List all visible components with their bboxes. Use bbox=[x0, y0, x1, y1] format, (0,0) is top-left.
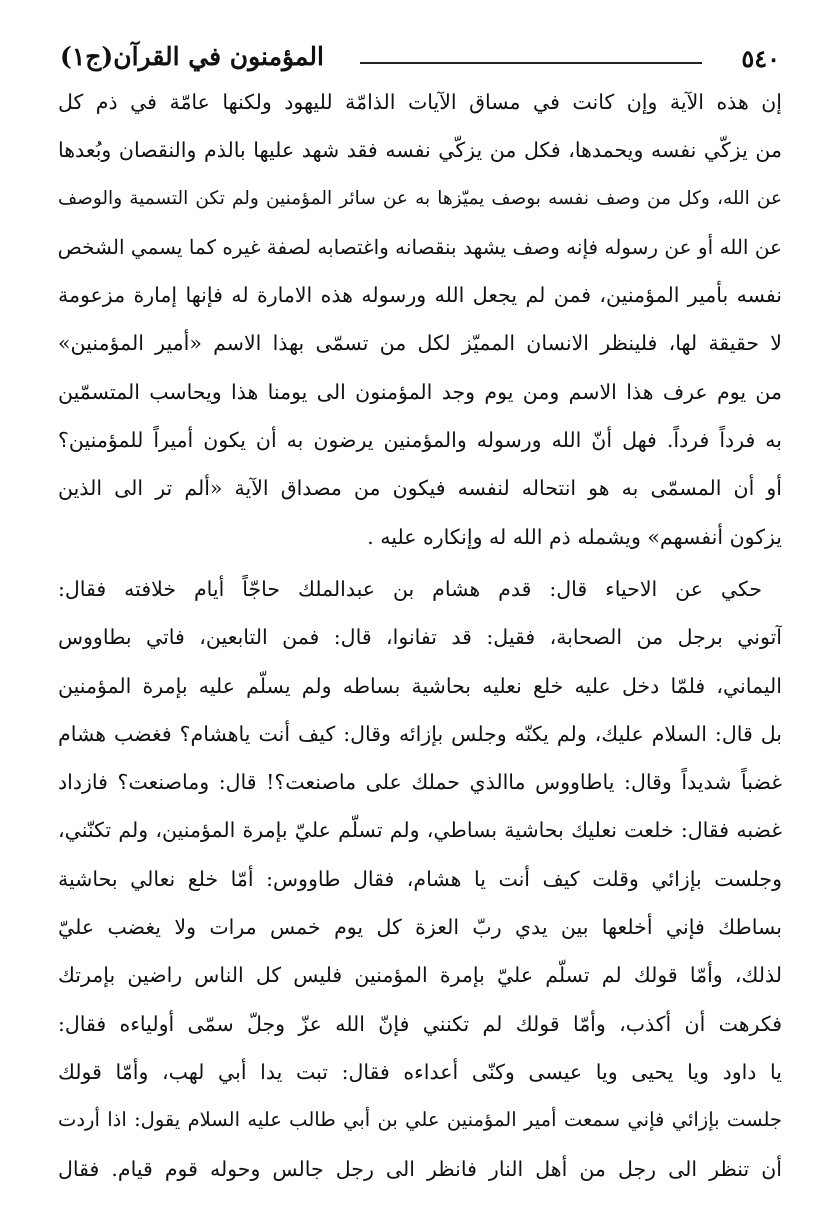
text-line: إن هذه الآية وإن كانت في مساق الآيات الذامّة لليهود ولكنها عامّة في ذم كل bbox=[58, 90, 782, 114]
text-line: اليماني، فلمّا دخل عليه خلع نعليه بحاشية بساطه ولم يسلّم عليه بإمرة المؤمنين bbox=[58, 673, 782, 698]
text-line: غضبه فقال: خلعت نعليك بحاشية بساطي، ولم تسلّم عليّ بإمرة المؤمنين، ولم تكنّني، bbox=[58, 818, 782, 843]
running-title: المؤمنون في القرآن(ج١) bbox=[60, 42, 324, 71]
text-line: يا داود ويا يحيى ويا عيسى وكنّى أعداءه فقال: تبت يدا أبي لهب، وأمّا قولك bbox=[58, 1059, 782, 1084]
text-line: من يوم عرف هذا الاسم ومن يوم وجد المؤمنون الى يومنا هذا ويحاسب المتسمّين bbox=[58, 379, 782, 404]
text-line: عن الله أو عن رسوله فإنه وصف يشهد بنقصانه واغتصابه لصفة غيره كما يسمي الشخص bbox=[58, 234, 782, 259]
text-line: من يزكّي نفسه ويحمدها، فكل من يزكّي نفسه فقد شهد عليها بالذم والنقصان وبُعدها bbox=[58, 138, 782, 163]
text-line: فكرهت أن أكذب، وأمّا قولك لم تكنني فإنّ الله عزّ وجلّ سمّى أولياءه فقال: bbox=[58, 1011, 782, 1036]
text-line: بل قال: السلام عليك، ولم يكنّه وجلس بإزائه وقال: كيف أنت ياهشام؟ فغضب هشام bbox=[58, 721, 782, 746]
header-rule bbox=[360, 62, 702, 64]
text-line: أن تنظر الى رجل من أهل النار فانظر الى رجل جالس وحوله قوم قيام. فقال bbox=[58, 1156, 782, 1181]
text-line: لذلك، وأمّا قولك لم تسلّم عليّ بإمرة المؤمنين فليس كل الناس راضين بإمرتك bbox=[58, 963, 782, 988]
text-line: يزكون أنفسهم» ويشمله ذم الله له وإنكاره عليه . bbox=[367, 524, 782, 549]
text-line: جلست بإزائي فإني سمعت أمير المؤمنين علي بن أبي طالب عليه السلام يقول: اذا أردت bbox=[58, 1108, 782, 1132]
text-line: بساطك فإني أخلعها بين يدي ربّ العزة كل يوم خمس مرات ولا يغضب عليّ bbox=[58, 915, 782, 940]
text-line: أو أن المسمّى به هو انتحاله لنفسه فيكون من مصداق الآية «ألم تر الى الذين bbox=[58, 476, 782, 501]
text-line: آتوني برجل من الصحابة، فقيل: قد تفانوا، قال: فمن التابعين، فاتي بطاووس bbox=[58, 625, 782, 650]
text-line: وجلست بإزائي وقلت كيف أنت يا هشام، فقال طاووس: أمّا خلع نعالي بحاشية bbox=[58, 866, 782, 891]
text-line: لا حقيقة لها، فلينظر الانسان المميّز لكل من تسمّى بهذا الاسم «أمير المؤمنين» bbox=[58, 331, 782, 356]
page-header bbox=[60, 38, 780, 82]
paragraph bbox=[58, 78, 782, 561]
page-number: ٥٤٠ bbox=[741, 44, 780, 73]
text-line: به فرداً فرداً. فهل أنّ الله ورسوله والمؤمنين يرضون به أن يكون أميراً للمؤمنين؟ bbox=[58, 428, 782, 453]
paragraph bbox=[58, 565, 782, 1193]
text-line: حكي عن الاحياء قال: قدم هشام بن عبدالملك حاجّاً أيام خلافته فقال: bbox=[58, 576, 763, 601]
text-line: نفسه بأمير المؤمنين، فمن لم يجعل الله ورسوله هذه الامارة له فإنها إمارة مزعومة bbox=[58, 283, 782, 308]
page-body bbox=[58, 78, 782, 1193]
text-line: عن الله، وكل من وصف نفسه بوصف يميّزها به عن سائر المؤمنين ولم تكن التسمية والوصف bbox=[58, 187, 782, 209]
text-line: غضباً شديداً وقال: ياطاووس ماالذي حملك على ماصنعت؟! قال: وماصنعت؟ فازداد bbox=[58, 770, 782, 795]
